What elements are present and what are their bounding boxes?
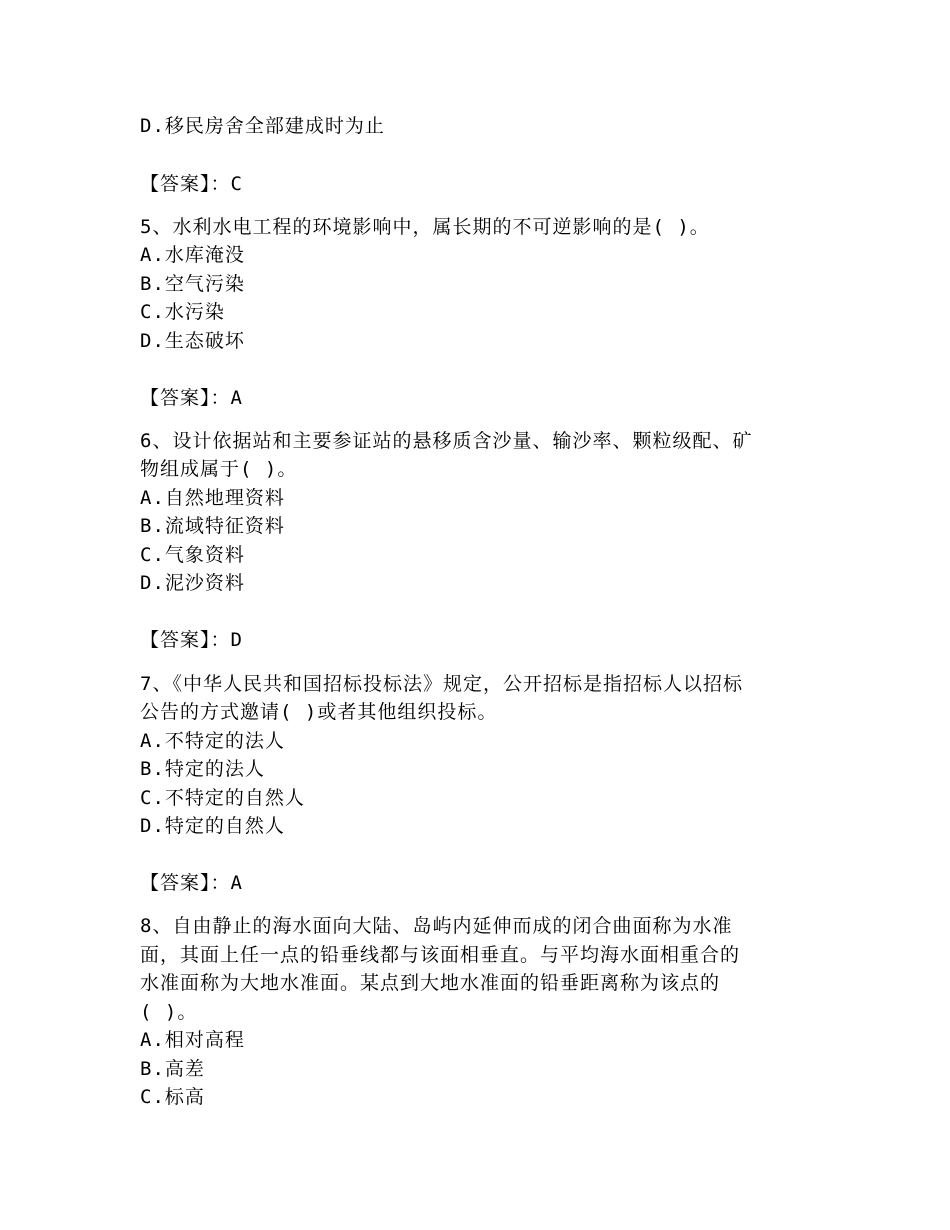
q5-option-b: B.空气污染 xyxy=(140,273,245,295)
q8-option-c: C.标高 xyxy=(140,1086,205,1108)
question-7-line-2: 公告的方式邀请( )或者其他组织投标。 xyxy=(140,701,498,723)
question-8-line-1: 8、自由静止的海水面向大陆、岛屿内延伸而成的闭合曲面称为水准 xyxy=(140,915,733,937)
q6-answer: 【答案】：D xyxy=(140,629,243,651)
question-6-line-2: 物组成属于( )。 xyxy=(140,458,298,480)
question-6-line-1: 6、设计依据站和主要参证站的悬移质含沙量、输沙率、颗粒级配、矿 xyxy=(140,430,753,452)
q7-answer: 【答案】：A xyxy=(140,872,243,894)
q5-option-a: A.水库淹没 xyxy=(140,244,245,266)
q7-option-a: A.不特定的法人 xyxy=(140,730,285,752)
q5-option-d: D.生态破坏 xyxy=(140,330,245,352)
q5-option-c: C.水污染 xyxy=(140,301,225,323)
q6-option-b: B.流域特征资料 xyxy=(140,515,285,537)
q7-option-d: D.特定的自然人 xyxy=(140,815,285,837)
q7-option-b: B.特定的法人 xyxy=(140,758,265,780)
question-5: 5、水利水电工程的环境影响中，属长期的不可逆影响的是( )。 xyxy=(140,216,710,238)
q6-option-d: D.泥沙资料 xyxy=(140,572,245,594)
q7-option-c: C.不特定的自然人 xyxy=(140,787,305,809)
question-7-line-1: 7、《中华人民共和国招标投标法》规定，公开招标是指招标人以招标 xyxy=(140,673,743,695)
q6-option-c: C.气象资料 xyxy=(140,544,245,566)
q8-option-b: B.高差 xyxy=(140,1058,205,1080)
q5-answer: 【答案】：A xyxy=(140,387,243,409)
q8-option-a: A.相对高程 xyxy=(140,1029,245,1051)
question-8-line-4: ( )。 xyxy=(140,1001,198,1023)
answer-prev: 【答案】：C xyxy=(140,173,243,195)
question-8-line-2: 面，其面上任一点的铅垂线都与该面相垂直。与平均海水面相重合的 xyxy=(140,944,741,966)
option-d-prev: D.移民房舍全部建成时为止 xyxy=(140,115,385,137)
q6-option-a: A.自然地理资料 xyxy=(140,487,285,509)
question-8-line-3: 水准面称为大地水准面。某点到大地水准面的铅垂距离称为该点的 xyxy=(140,972,721,994)
